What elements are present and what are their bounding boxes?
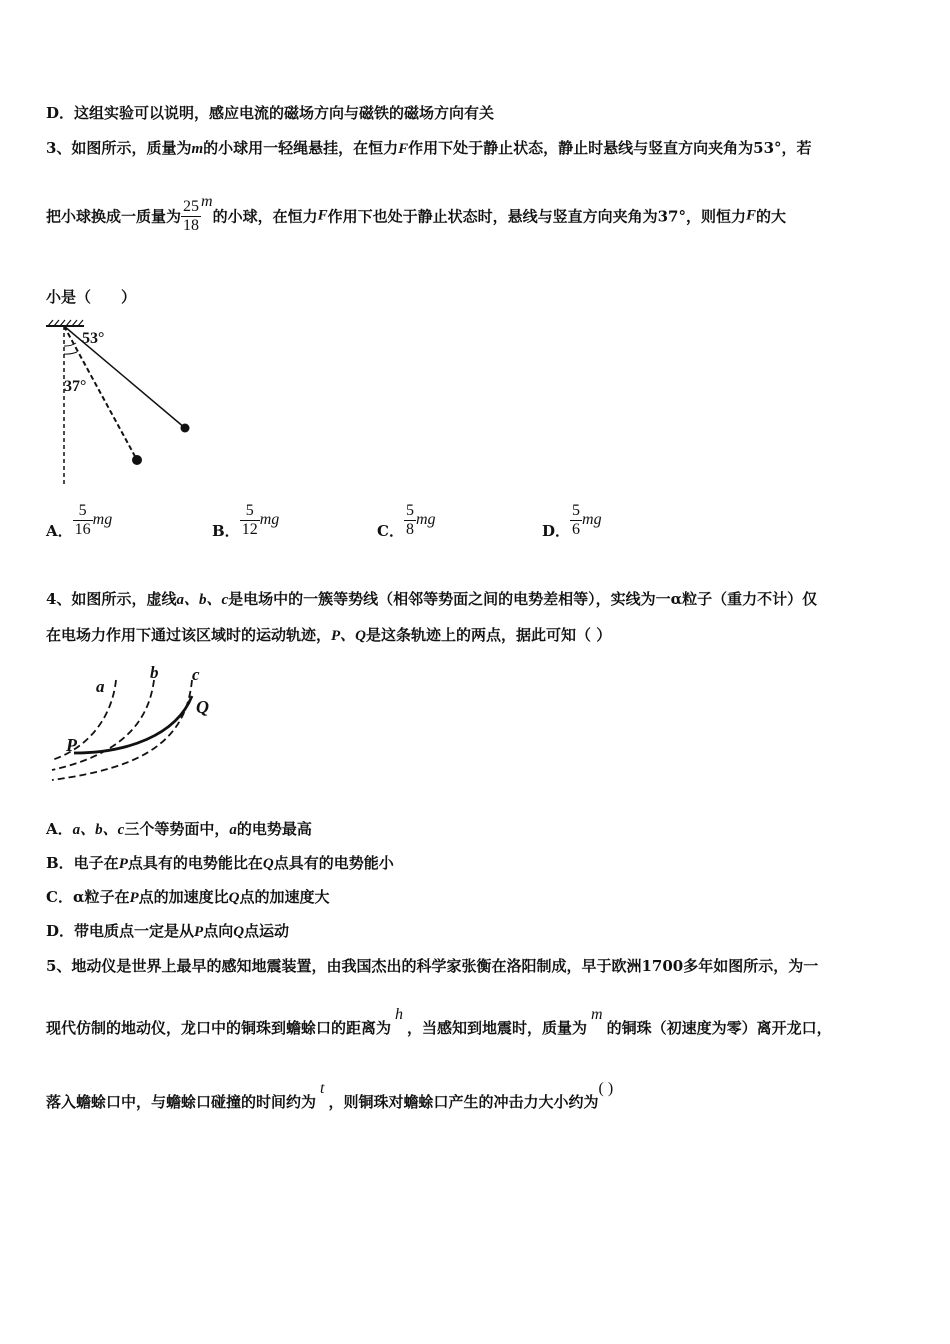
option-unit: mg (92, 511, 113, 529)
q4-text: 点运动 (244, 922, 290, 940)
label-p: P (66, 735, 77, 755)
q4-text: C．α粒子在 (46, 888, 130, 906)
equipotential-a (52, 680, 116, 760)
q4-line-1 (46, 588, 817, 609)
fraction-denominator: 12 (241, 520, 258, 538)
q3-option-b[interactable] (212, 502, 279, 541)
q3-option-d[interactable] (542, 502, 602, 541)
q3-line-1 (46, 137, 812, 158)
fraction-denominator: 18 (183, 216, 200, 234)
q4-equipotential-figure (46, 658, 236, 788)
label-q: Q (196, 697, 209, 717)
ball-53 (181, 424, 190, 433)
q3-var-m: m (201, 193, 213, 211)
q3-line-3 (46, 286, 136, 307)
q5-var-t: t (320, 1080, 325, 1097)
q5-var-m: m (591, 1006, 603, 1023)
q3-text: 3、如图所示，质量为 (46, 139, 192, 157)
option-fraction (404, 502, 416, 538)
q5-text: 落入蟾蜍口中，与蟾蜍口碰撞的时间约为 (46, 1093, 317, 1111)
angle-label-37: 37° (64, 378, 87, 395)
option-label: B． (212, 522, 240, 541)
q4-line-2 (46, 624, 611, 645)
option-fraction (240, 502, 260, 538)
option-label: D． (542, 522, 571, 541)
option-label: A． (46, 820, 73, 838)
q5-line-1 (46, 955, 818, 976)
q4-vars: a、b、c (176, 592, 229, 608)
q4-text: D．带电质点一定是从 (46, 922, 195, 940)
q4-vars: Q (262, 856, 274, 872)
q3-var-f: F (746, 207, 757, 224)
angle-label-53: 53° (82, 330, 105, 347)
fraction-denominator: 8 (405, 520, 414, 538)
q3-text: 把小球换成一质量为 (46, 207, 182, 226)
fraction-numerator: 5 (572, 502, 581, 519)
option-fraction (73, 502, 93, 538)
q3-var-m: m (191, 141, 204, 157)
q3-var-f: F (398, 141, 409, 157)
angle-arc-37 (64, 352, 77, 354)
q5-text: ，则铜珠对蟾蜍口产生的冲击力大小约为 (328, 1093, 599, 1111)
q5-var-h: h (395, 1006, 404, 1023)
q4-option-b[interactable] (46, 852, 394, 873)
fraction-numerator: 5 (240, 502, 260, 521)
q4-option-c[interactable] (46, 886, 330, 907)
q4-vars: a (229, 822, 237, 838)
option-label: A． (46, 522, 73, 541)
q4-vars: P、Q (331, 628, 367, 644)
ball-37 (132, 455, 142, 465)
option-label: C． (377, 522, 404, 541)
q4-vars: Q (228, 890, 240, 906)
q3-text: 的小球用一轻绳悬挂，在恒力 (203, 139, 399, 157)
q4-text: 点向 (203, 922, 234, 940)
q5-text: 5、地动仪是世界上最早的感知地震装置，由我国杰出的科学家张衡在洛阳制成，早于欧洲1700多年如图所示，为一 (46, 957, 819, 975)
q4-text: 点的加速度大 (239, 888, 330, 906)
q4-text: 是这条轨迹上的两点，据此可知（ ） (366, 626, 612, 644)
q4-text: 4、如图所示，虚线 (46, 590, 177, 608)
q4-vars: P (118, 856, 128, 872)
prev-option-d-text: D．这组实验可以说明，感应电流的磁场方向与磁铁的磁场方向有关 (46, 104, 495, 122)
q4-option-d[interactable] (46, 920, 289, 941)
q5-text: 现代仿制的地动仪，龙口中的铜珠到蟾蜍口的距离为 (46, 1019, 392, 1037)
q4-text: B．电子在 (46, 854, 119, 872)
q4-vars: Q (233, 924, 245, 940)
angle-arc-53 (64, 343, 76, 346)
q3-text: 的小球，在恒力 (212, 207, 318, 226)
q3-text: 作用下处于静止状态，静止时悬线与竖直方向夹角为53°，若 (408, 139, 812, 157)
q5-line-2 (46, 1006, 832, 1038)
q5-line-3 (46, 1080, 614, 1112)
q4-text: 点具有的电势能比在 (127, 854, 263, 872)
q4-text: 是电场中的一簇等势线（相邻等势面之间的电势差相等），实线为一α粒子（重力不计）仅 (228, 590, 818, 608)
fraction-denominator: 16 (74, 520, 91, 538)
q4-vars: a、b、c (72, 822, 125, 838)
q3-option-a[interactable] (46, 502, 112, 541)
q4-vars: P (129, 890, 139, 906)
q5-text: 的铜珠（初速度为零）离开龙口， (606, 1019, 832, 1037)
q3-text: 作用下也处于静止状态时，悬线与竖直方向夹角为37°，则恒力 (327, 207, 746, 226)
q3-fraction (181, 198, 201, 234)
q3-line-2 (46, 193, 787, 234)
fraction-denominator: 6 (572, 520, 581, 538)
q3-var-f: F (317, 207, 328, 224)
fraction-numerator: 25 (183, 198, 200, 215)
option-unit: mg (415, 511, 436, 529)
q3-text: 的大 (756, 207, 787, 226)
q5-answer-paren: ( ) (598, 1080, 614, 1097)
q4-text: 点的加速度比 (138, 888, 229, 906)
q3-pendulum-figure (40, 318, 210, 488)
option-fraction (570, 502, 582, 538)
q4-text: 点具有的电势能小 (273, 854, 394, 872)
q4-option-a[interactable] (46, 818, 312, 839)
option-unit: mg (582, 511, 602, 529)
fraction-numerator: 5 (405, 502, 414, 519)
q3-option-c[interactable] (377, 502, 436, 541)
label-c: c (192, 665, 200, 684)
label-a: a (96, 677, 105, 696)
fraction-numerator: 5 (73, 502, 93, 521)
q4-text: 的电势最高 (236, 820, 312, 838)
particle-trajectory (74, 696, 192, 753)
q4-text: 在电场力作用下通过该区域时的运动轨迹， (46, 626, 332, 644)
option-unit: mg (259, 511, 280, 529)
q4-text: 三个等势面中， (124, 820, 230, 838)
q5-text: ，当感知到地震时，质量为 (407, 1019, 588, 1037)
prev-option-d (46, 102, 494, 123)
label-b: b (150, 663, 159, 682)
q3-text: 小是（ ） (46, 288, 137, 306)
q4-vars: P (194, 924, 204, 940)
